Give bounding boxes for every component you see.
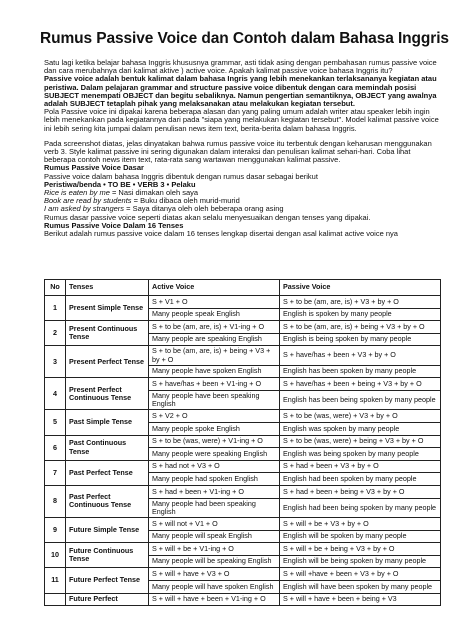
table-row	[45, 517, 441, 530]
header-active-voice: Active Voice	[149, 280, 280, 296]
active-formula: S + had not + V3 + O	[149, 460, 280, 473]
table-row	[45, 460, 441, 473]
intro-paragraph-4: Pada screenshot diatas, jelas dinyatakan bahwa rumus passive voice itu terbentuk dengan keharusan menggunakan verb 3. Style kalimat passive ini sering digunakan dalam interaksi dan penulisan kalimat sehari-hari. Coba lihat beberapa contoh news item text, rata-rata sang wartawan menggunakan kalimat passive.	[44, 138, 432, 165]
passive-example: English was being spoken by many people	[280, 448, 441, 461]
active-formula: S + to be (was, were) + V1-ing + O	[149, 435, 280, 448]
row-number: 1	[45, 296, 66, 321]
active-formula: S + will + be + V1-ing + O	[149, 543, 280, 556]
active-example: Many people will speak English	[149, 530, 280, 543]
passive-example: English will have been spoken by many people	[280, 580, 441, 593]
active-formula: S + will + have + V3 + O	[149, 568, 280, 581]
table-row	[45, 543, 441, 556]
active-example: Many people spoke English	[149, 422, 280, 435]
row-number: 2	[45, 321, 66, 346]
active-formula: S + to be (am, are, is) + being + V3 + by + O	[149, 346, 280, 365]
row-tense: Past Perfect Continuous Tense	[66, 485, 149, 517]
row-tense: Future Continuous Tense	[66, 543, 149, 568]
row-number: 8	[45, 485, 66, 517]
active-example: Many people had spoken English	[149, 473, 280, 486]
table-row	[45, 296, 441, 309]
header-tenses: Tenses	[66, 280, 149, 296]
intro-paragraph-3: Pola Passive voice ini dipakai karena beberapa alasan dan yang paling umum adalah writer atau speaker lebih ingin lebih menekankan pada kegiatannya dari pada "siapa yang melakukan kegiatan tersebut". Model kalimat passive voice ini lebih sering kita jumpai dalam penulisan news item text, berita-berita dalam bahasa Inggris.	[44, 107, 439, 133]
passive-example: English will be being spoken by many people	[280, 555, 441, 568]
example-3-translation: = Saya ditanya oleh oleh beberapa orang asing	[124, 204, 284, 214]
intro-paragraph-2: Passive voice adalah bentuk kalimat dalam bahasa Ingris yang lebih menekankan terlaksananya kegiatan atau peristiwa. Dalam pelajaran grammar and structure passive voice dibentuk dengan cara memindah posisi SUBJECT menempati OBJECT dan begitu sebaliknya. Namun pengertian semantiknya, OBJECT yang awalnya adalah SUBJECT tetaplah pihak yang melaksanakan atau melakukan kegiatan tersebut.	[44, 74, 437, 109]
active-example: Many people speak English	[149, 308, 280, 321]
intro-section	[44, 59, 440, 238]
rumus-dasar-formula: Peristiwa/benda • TO BE • VERB 3 • Pelaku	[44, 179, 196, 189]
table-row	[45, 568, 441, 581]
active-formula: S + will not + V1 + O	[149, 517, 280, 530]
active-example: Many people were speaking English	[149, 448, 280, 461]
table-body	[45, 296, 441, 606]
row-tense: Present Simple Tense	[66, 296, 149, 321]
row-number: 7	[45, 460, 66, 485]
text-16-tenses: Berikut adalah rumus passive voice dalam 16 tenses lengkap disertai dengan asal kalimat active voice nya	[44, 229, 398, 239]
passive-formula: S + will + be + V3 + by + O	[280, 517, 441, 530]
passive-formula: S + to be (was, were) + being + V3 + by + O	[280, 435, 441, 448]
active-formula: S + have/has + been + V1-ing + O	[149, 378, 280, 391]
passive-formula: S + have/has + been + being + V3 + by + O	[280, 378, 441, 391]
passive-formula: S + had + been + being + V3 + by + O	[280, 485, 441, 498]
active-example: Many people have been speaking English	[149, 390, 280, 409]
passive-formula: S + will +have + been + V3 + by + O	[280, 568, 441, 581]
table-row	[45, 346, 441, 365]
active-example: Many people had been speaking English	[149, 498, 280, 517]
table-header-row	[45, 280, 441, 296]
header-no: No	[45, 280, 66, 296]
passive-example: English has been being spoken by many people	[280, 390, 441, 409]
passive-formula: S + to be (was, were) + V3 + by + O	[280, 410, 441, 423]
passive-example: English is being spoken by many people	[280, 333, 441, 346]
passive-example: English had been being spoken by many people	[280, 498, 441, 517]
active-example: Many people will be speaking English	[149, 555, 280, 568]
header-passive-voice: Passive Voice	[280, 280, 441, 296]
example-3-english: I am asked by strangers	[44, 204, 125, 214]
page-title: Rumus Passive Voice dan Contoh dalam Bahasa Inggris	[40, 30, 449, 47]
row-number	[45, 593, 66, 606]
rumus-dasar-note: Rumus dasar passive voice seperti diatas akan selalu menyesuaikan dengan tenses yang dipakai.	[44, 212, 371, 222]
active-example: Many people are speaking English	[149, 333, 280, 346]
passive-formula: S + had + been + V3 + by + O	[280, 460, 441, 473]
table-row	[45, 593, 441, 606]
row-number: 10	[45, 543, 66, 568]
row-number: 4	[45, 378, 66, 410]
intro-paragraph-1: Satu lagi ketika belajar bahasa Inggris khususnya grammar, asti tidak asing dengan pembahasan rumus passive voice dan cara merubahnya dari kalimat aktive ) active voice. Apakah kalimat passive voice bahasa Inggris itu?	[44, 58, 437, 76]
active-example: Many people will have spoken English	[149, 580, 280, 593]
row-tense: Past Perfect Tense	[66, 460, 149, 485]
row-tense: Future Perfect	[66, 593, 149, 606]
active-formula: S + will + have + been + V1-ing + O	[149, 593, 280, 606]
example-1-translation: = Nasi dimakan oleh saya	[109, 188, 199, 198]
passive-example: English will be spoken by many people	[280, 530, 441, 543]
tenses-table	[44, 279, 441, 606]
row-number: 9	[45, 517, 66, 542]
row-tense: Past Continuous Tense	[66, 435, 149, 460]
example-1-english: Rice is eaten by me	[44, 188, 110, 198]
row-tense: Future Simple Tense	[66, 517, 149, 542]
active-example: Many people have spoken English	[149, 365, 280, 378]
passive-formula: S + to be (am, are, is) + V3 + by + O	[280, 296, 441, 309]
passive-example: English is spoken by many people	[280, 308, 441, 321]
row-tense: Present Perfect Tense	[66, 346, 149, 378]
example-2-translation: = Buku dibaca oleh murid-murid	[131, 196, 240, 206]
passive-example: English had been spoken by many people	[280, 473, 441, 486]
row-tense: Future Perfect Tense	[66, 568, 149, 593]
heading-rumus-dasar: Rumus Passive Voice Dasar	[44, 163, 144, 173]
heading-16-tenses: Rumus Passive Voice Dalam 16 Tenses	[44, 220, 184, 230]
example-2-english: Book are read by students	[44, 196, 132, 206]
row-tense: Past Simple Tense	[66, 410, 149, 435]
table-row	[45, 435, 441, 448]
passive-formula: S + have/has + been + V3 + by + O	[280, 346, 441, 365]
row-tense: Present Perfect Continuous Tense	[66, 378, 149, 410]
row-number: 6	[45, 435, 66, 460]
table-row	[45, 378, 441, 391]
passive-example: English has been spoken by many people	[280, 365, 441, 378]
active-formula: S + V1 + O	[149, 296, 280, 309]
passive-example: English was spoken by many people	[280, 422, 441, 435]
table-row	[45, 321, 441, 334]
passive-formula: S + to be (am, are, is) + being + V3 + by + O	[280, 321, 441, 334]
table-row	[45, 485, 441, 498]
row-number: 11	[45, 568, 66, 593]
table-row	[45, 410, 441, 423]
active-formula: S + to be (am, are, is) + V1-ing + O	[149, 321, 280, 334]
row-number: 5	[45, 410, 66, 435]
active-formula: S + had + been + V1-ing + O	[149, 485, 280, 498]
active-formula: S + V2 + O	[149, 410, 280, 423]
rumus-dasar-text: Passive voice dalam bahasa Inggris dibentuk dengan rumus dasar sebagai berikut	[44, 171, 318, 181]
passive-formula: S + will + be + being + V3 + by + O	[280, 543, 441, 556]
row-tense: Present Continuous Tense	[66, 321, 149, 346]
row-number: 3	[45, 346, 66, 378]
passive-formula: S + will + have + been + being + V3	[280, 593, 441, 606]
